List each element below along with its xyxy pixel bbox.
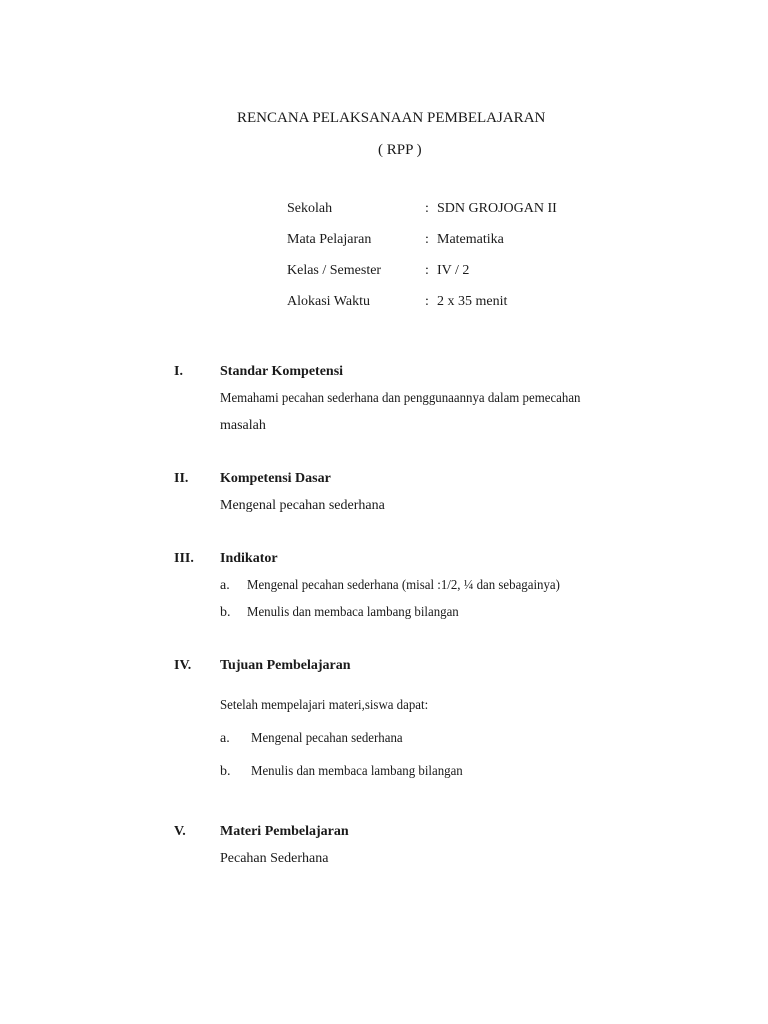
section-heading: Standar Kompetensi bbox=[220, 364, 344, 379]
list-item: Mengenal pecahan sederhana bbox=[251, 731, 403, 746]
info-value-mata-pelajaran: Matematika bbox=[437, 232, 504, 247]
info-value-alokasi-waktu: 2 x 35 menit bbox=[437, 294, 508, 309]
info-label-sekolah: Sekolah bbox=[287, 201, 333, 216]
section-heading: Materi Pembelajaran bbox=[220, 824, 349, 839]
document-title: RENCANA PELAKSANAAN PEMBELAJARAN bbox=[237, 110, 546, 126]
info-separator: : bbox=[425, 263, 429, 278]
info-value-kelas-semester: IV / 2 bbox=[437, 263, 470, 278]
section-text: Mengenal pecahan sederhana bbox=[220, 498, 385, 513]
list-item: Menulis dan membaca lambang bilangan bbox=[247, 605, 459, 620]
section-text: Pecahan Sederhana bbox=[220, 851, 329, 866]
list-marker: b. bbox=[220, 764, 231, 779]
section-text: Memahami pecahan sederhana dan penggunaannya dalam pemecahan bbox=[220, 391, 581, 406]
section-heading: Indikator bbox=[220, 551, 278, 566]
section-number: III. bbox=[174, 551, 194, 566]
info-separator: : bbox=[425, 232, 429, 247]
document-subtitle: ( RPP ) bbox=[378, 142, 422, 158]
section-text-continued: masalah bbox=[220, 418, 266, 433]
info-label-alokasi-waktu: Alokasi Waktu bbox=[287, 294, 370, 309]
list-marker: a. bbox=[220, 578, 230, 593]
info-separator: : bbox=[425, 294, 429, 309]
section-intro: Setelah mempelajari materi,siswa dapat: bbox=[220, 698, 429, 713]
info-label-kelas-semester: Kelas / Semester bbox=[287, 263, 382, 278]
section-heading: Tujuan Pembelajaran bbox=[220, 658, 351, 673]
list-item: Menulis dan membaca lambang bilangan bbox=[251, 764, 463, 779]
list-marker: a. bbox=[220, 731, 230, 746]
info-separator: : bbox=[425, 201, 429, 216]
section-number: V. bbox=[174, 824, 186, 839]
section-heading: Kompetensi Dasar bbox=[220, 471, 331, 486]
list-marker: b. bbox=[220, 605, 231, 620]
section-number: II. bbox=[174, 471, 189, 486]
section-number: I. bbox=[174, 364, 183, 379]
info-label-mata-pelajaran: Mata Pelajaran bbox=[287, 232, 372, 247]
list-item: Mengenal pecahan sederhana (misal :1/2, ¼ dan sebagainya) bbox=[247, 578, 560, 593]
section-number: IV. bbox=[174, 658, 192, 673]
info-value-sekolah: SDN GROJOGAN II bbox=[437, 201, 557, 216]
